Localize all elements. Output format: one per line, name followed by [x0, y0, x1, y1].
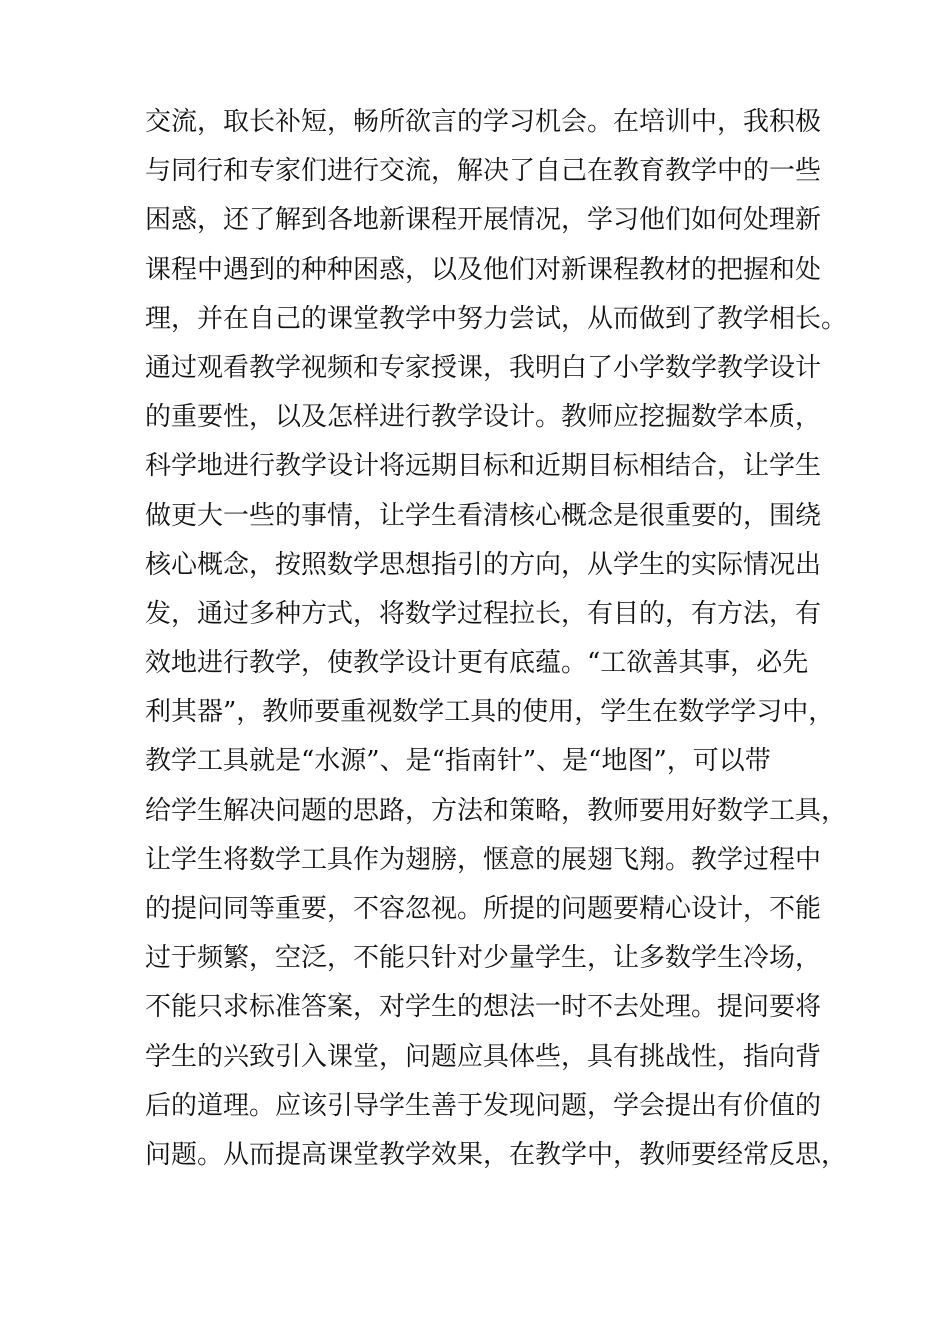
text-line: 科学地进行教学设计将远期目标和近期目标相结合，让学生 [145, 451, 822, 482]
text-line: 问题。从而提高课堂教学效果，在教学中，教师要经常反思， [145, 1139, 848, 1170]
text-line: 给学生解决问题的思路，方法和策略，教师要用好数学工具， [145, 795, 848, 826]
text-line: 交流，取长补短，畅所欲言的学习机会。在培训中，我积极 [145, 107, 822, 137]
text-line: 做更大一些的事情，让学生看清核心概念是很重要的，围绕 [145, 500, 822, 531]
text-line: 通过观看教学视频和专家授课，我明白了小学数学教学设计 [145, 352, 822, 383]
text-line: 过于频繁，空泛，不能只针对少量学生，让多数学生冷场， [145, 943, 822, 974]
text-line: 学生的兴致引入课堂，问题应具体些，具有挑战性，指向背 [145, 1041, 822, 1072]
text-line: 课程中遇到的种种困惑，以及他们对新课程教材的把握和处 [145, 254, 822, 285]
body-text [145, 98, 848, 1180]
text-line: 效地进行教学，使教学设计更有底蕴。“工欲善其事，必先 [145, 648, 809, 679]
text-line: 理，并在自己的课堂教学中努力尝试，从而做到了教学相长。 [145, 303, 848, 334]
text-line: 不能只求标准答案，对学生的想法一时不去处理。提问要将 [145, 992, 822, 1023]
text-line: 发，通过多种方式，将数学过程拉长，有目的，有方法，有 [145, 598, 822, 629]
text-line: 与同行和专家们进行交流，解决了自己在教育教学中的一些 [145, 156, 822, 187]
text-line: 后的道理。应该引导学生善于发现问题，学会提出有价值的 [145, 1090, 822, 1121]
text-line: 的重要性，以及怎样进行教学设计。教师应挖掘数学本质， [145, 402, 822, 433]
text-line: 利其器”，教师要重视数学工具的使用，学生在数学学习中， [145, 697, 835, 728]
text-line: 的提问同等重要，不容忽视。所提的问题要精心设计，不能 [145, 894, 822, 924]
text-line: 教学工具就是“水源”、是“指南针”、是“地图”，可以带 [145, 746, 771, 777]
text-line: 核心概念，按照数学思想指引的方向，从学生的实际情况出 [145, 549, 822, 580]
text-line: 困惑，还了解到各地新课程开展情况，学习他们如何处理新 [145, 205, 822, 236]
text-line: 让学生将数学工具作为翅膀，惬意的展翅飞翔。教学过程中 [145, 844, 822, 875]
